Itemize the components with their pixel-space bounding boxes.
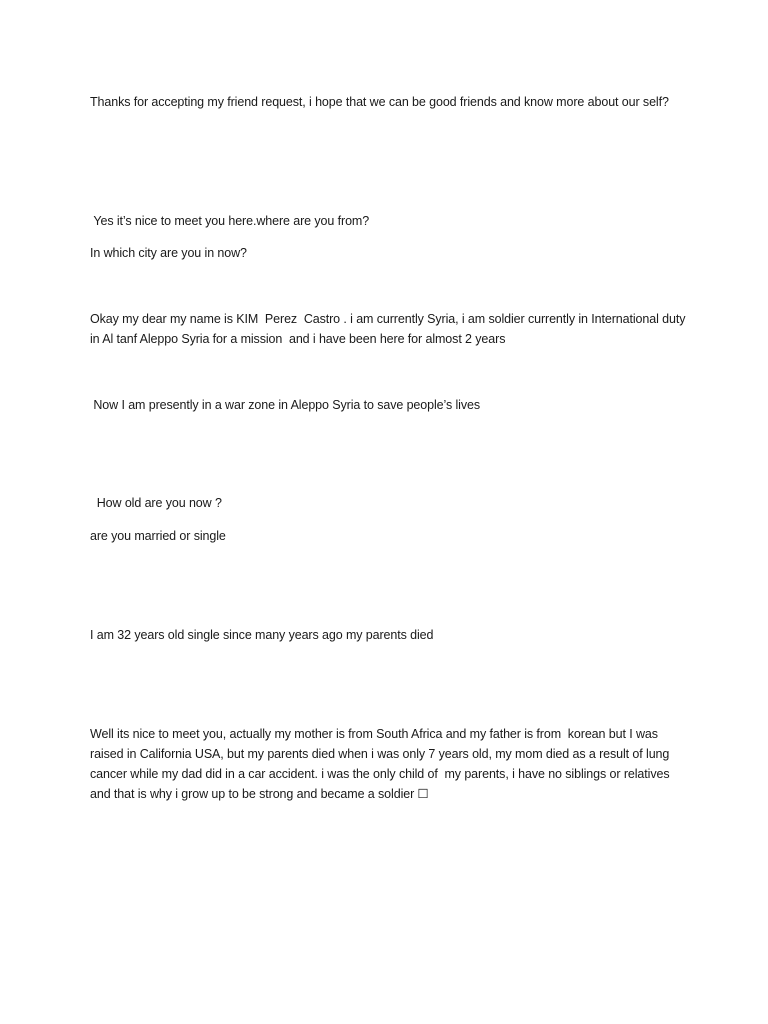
message-paragraph: Now I am presently in a war zone in Aleppo Syria to save people’s lives	[90, 398, 481, 412]
message-paragraph: Yes it’s nice to meet you here.where are you from?	[90, 214, 370, 228]
message-paragraph: are you married or single	[90, 529, 226, 543]
message-paragraph: Thanks for accepting my friend request, i hope that we can be good friends and know more about our self?	[90, 95, 669, 109]
message-paragraph: How old are you now ?	[90, 496, 222, 510]
message-paragraph: I am 32 years old single since many years ago my parents died	[90, 628, 434, 642]
message-paragraph: In which city are you in now?	[90, 246, 247, 260]
message-paragraph: Well its nice to meet you, actually my mother is from South Africa and my father is from korean but I was raised in California USA, but my parents died when i was only 7 years old, my mom died as a result of lung cancer while my dad did in a car accident. i was the only child of my parents, i have no siblings or relatives and that is why i grow up to be strong and became a soldier ☐	[90, 727, 673, 801]
message-paragraph: Okay my dear my name is KIM Perez Castro . i am currently Syria, i am soldier currently in International duty in Al tanf Aleppo Syria for a mission and i have been here for almost 2 years	[90, 312, 689, 346]
